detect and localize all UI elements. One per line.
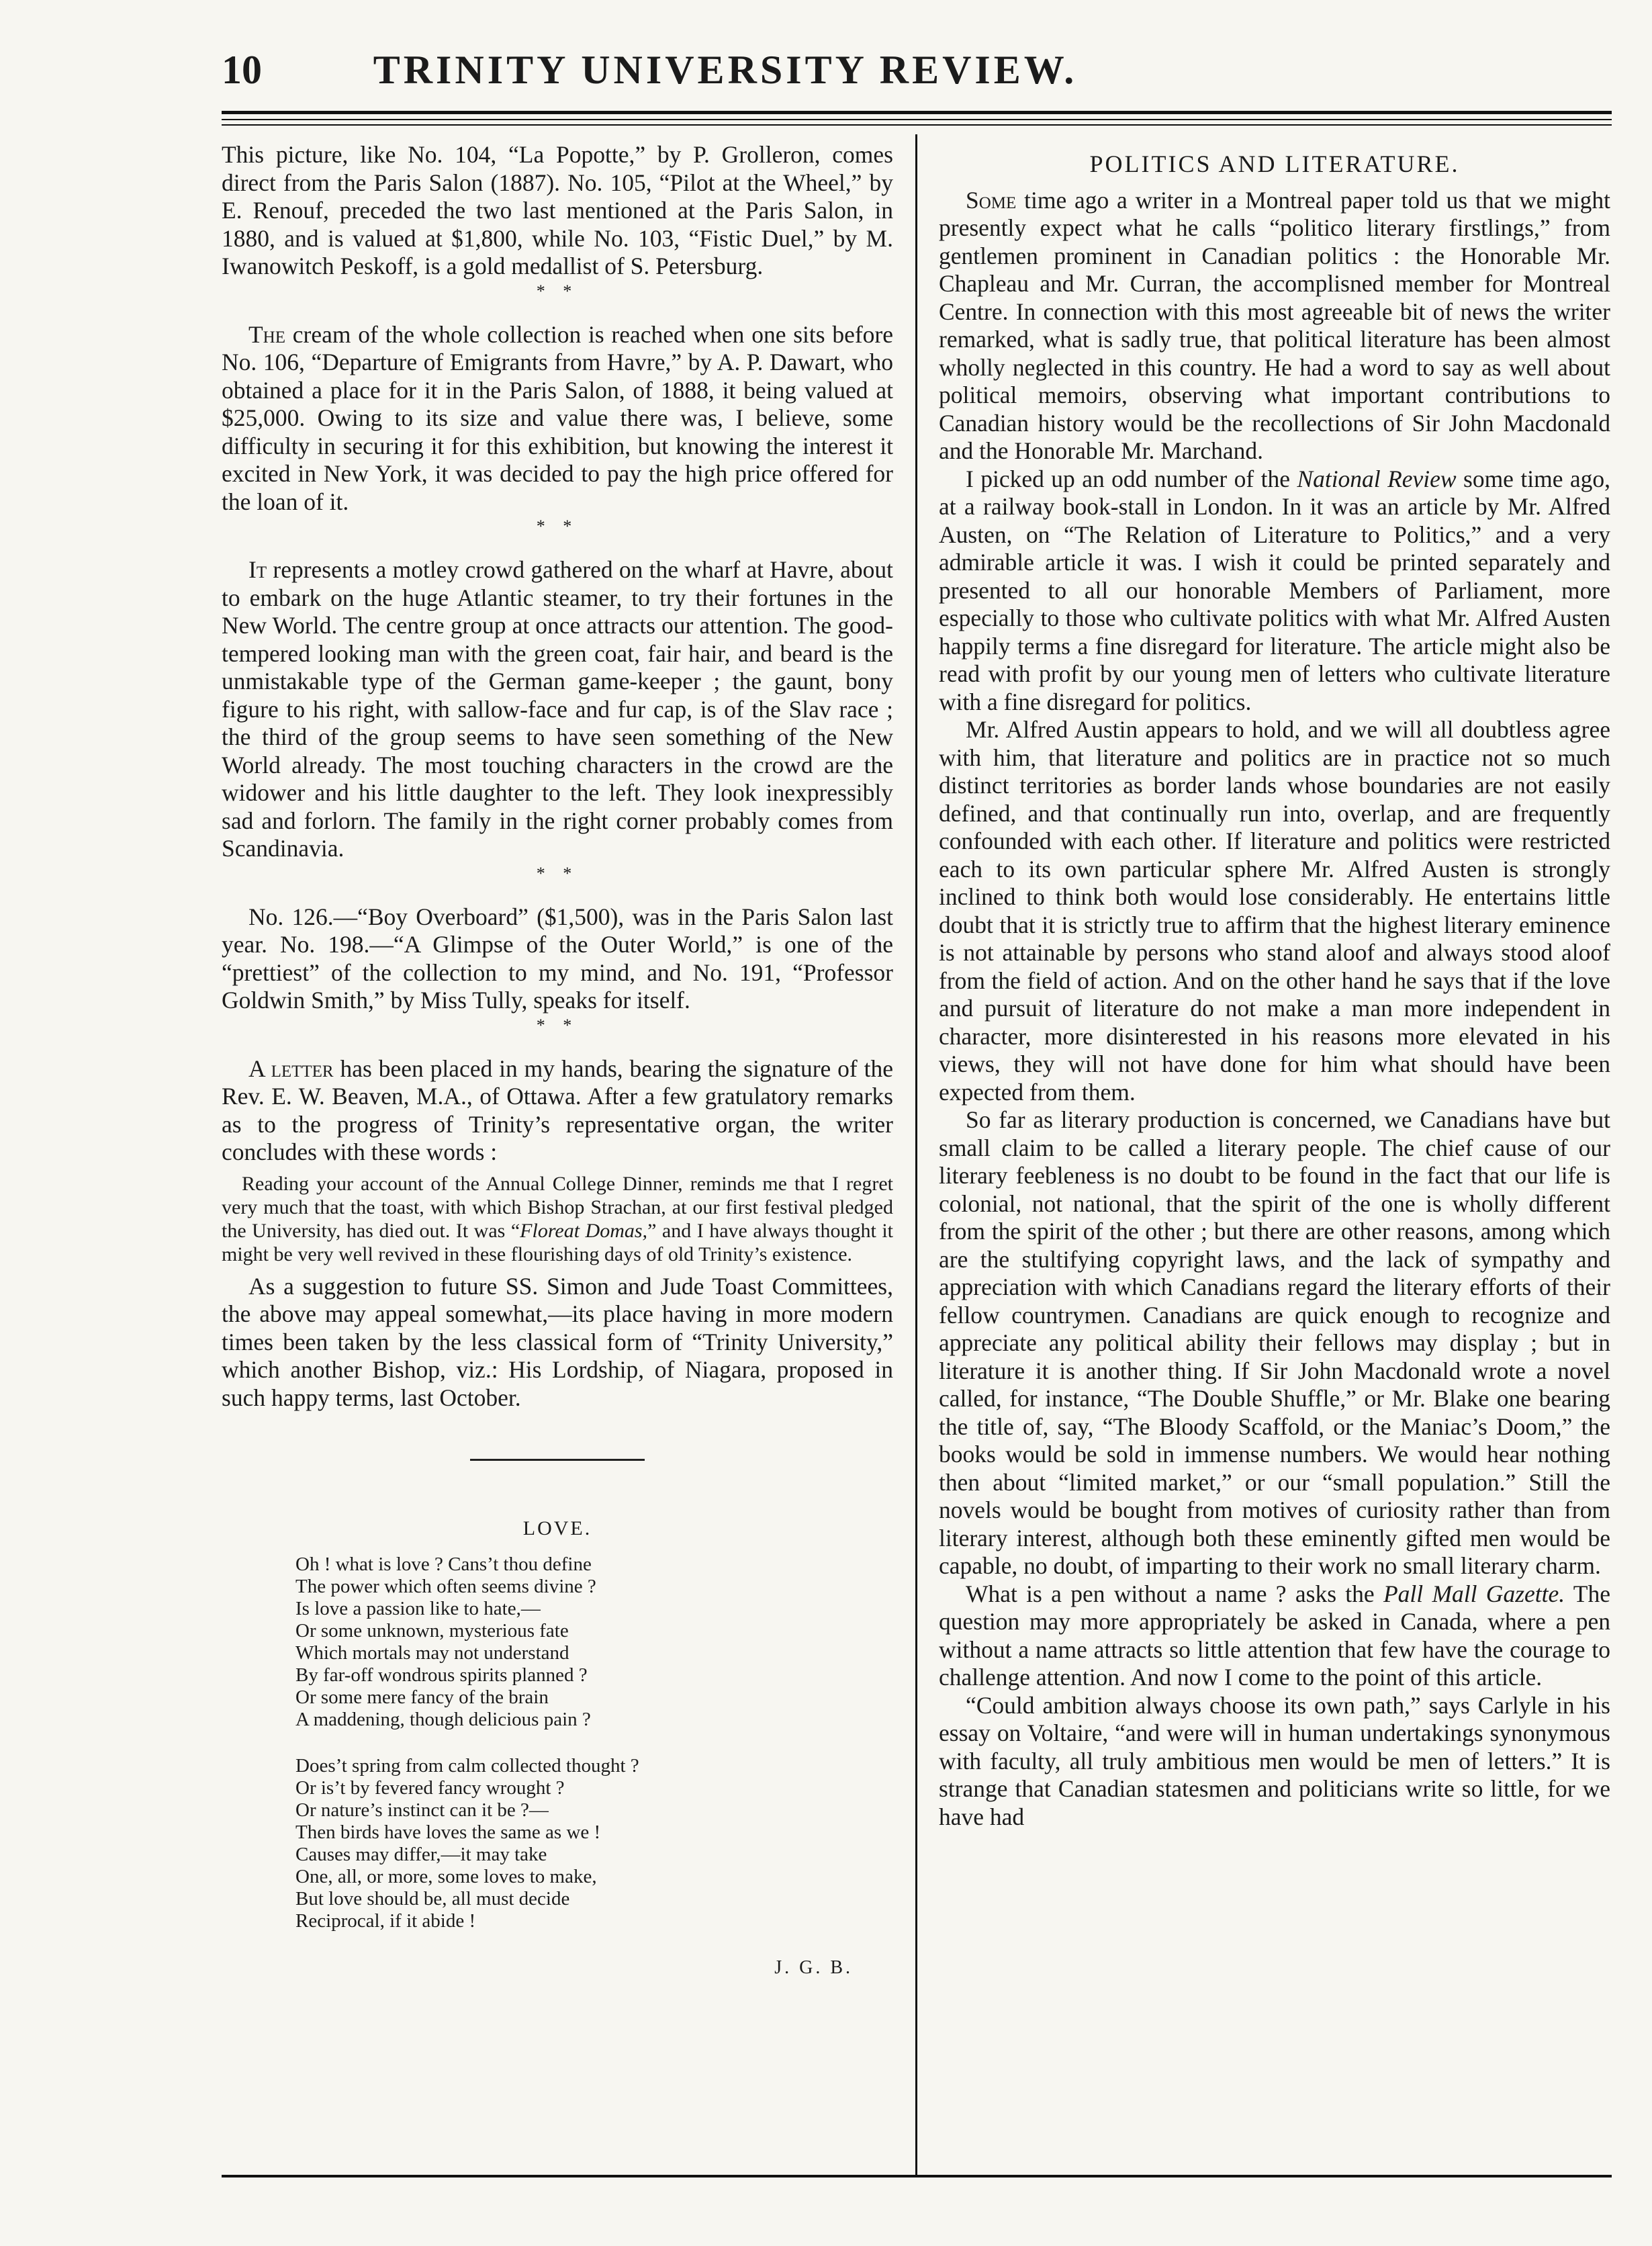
paragraph: Some time ago a writer in a Montreal paper told us that we might presently expect what he calls “politico literary firstlings,” from gentlemen prominent in Canadian politics : the Honorable Mr. Chapleau and Mr. Curran, the accomplisned member for Montreal Centre. In connection with this most agreeable bit of news the writer remarked, what is sadly true, that political literature has been almost wholly neglected in this country. He had a word to say as well about political memoirs, observing what important contributions to Canadian history would be the recollections of Sir John Macdonald and the Honorable Mr. Marchand. [939,186,1611,464]
header-rule [222,124,1612,126]
section-ornament: * * [536,281,579,301]
lead-in: Some [966,186,1017,214]
paragraph: “Could ambition always choose its own path,” says Carlyle in his essay on Voltaire, “and were will in human undertakings synonymous with faculty, all truly ambitious men would be men of letters.” It is strange that Canadian statesmen and politicians write so little, for we have had [939,1691,1610,1830]
left-column [222,141,893,1981]
lead-in: The [248,320,286,348]
poem-signature: J. G. B. [774,1957,853,1978]
poem-line: Or some unknown, mysterious fate [295,1619,569,1642]
section-ornament: * * [536,1015,579,1035]
page-number: 10 [222,48,262,92]
poem-stanza [295,1755,893,1932]
poem-line: Oh ! what is love ? Cans’t thou define [295,1553,592,1575]
paragraph: So far as literary production is concerned, we Canadians have but small claim to be called a literary people. The chief cause of our literary feebleness is no doubt to be found in the fact that our life is colonial, not national, that the spirit of the one is wholly different from the spirit of the other ; but there are other reasons, among which are the stultifying copyright laws, and the lack of sympathy and appreciation with which Canadians regard the literary efforts of their fellow countrymen. Canadians are quick enough to recognize and appreciate any political ability their fellows may display ; but in literature it is another thing. If Sir John Macdonald wrote a novel called, for instance, “The Double Shuffle,” or Mr. Blake one bearing the title of, say, “The Bloody Scaffold, or the Maniac’s Doom,” the books would be sold in immense numbers. We would hear nothing then about “limited market,” or our “small population.” Still the novels would be bought from motives of curiosity rather than from literary interest, although both these eminently gifted men would be capable, no doubt, of imparting to their work no small literary charm. [939,1106,1610,1579]
poem-line: Does’t spring from calm collected thought ? [295,1754,639,1777]
poem-line: Or is’t by fevered fancy wrought ? [295,1777,565,1799]
poem-stanza [295,1554,893,1731]
paragraph: What is a pen without a name ? asks the Pall Mall Gazette. The question may more appropriately be asked in Canada, where a pen without a name attracts so little attention that few have the courage to challenge attention. And now I come to the point of this article. [939,1580,1610,1691]
paragraph: This picture, like No. 104, “La Popotte,” by P. Grolleron, comes direct from the Paris Salon (1887). No. 105, “Pilot at the Wheel,” by E. Renouf, preceded the two last mentioned at the Paris Salon, in 1880, and is valued at $1,800, while No. 103, “Fistic Duel,” by M. Iwanowitch Peskoff, is a gold medallist of S. Petersburg. [222,141,893,279]
article-heading: POLITICS AND LITERATURE. [1089,150,1460,177]
section-divider [470,1459,645,1461]
poem-line: Causes may differ,—it may take [295,1843,547,1865]
poem-line: But love should be, all must decide [295,1887,570,1910]
paragraph: A letter has been placed in my hands, bearing the signature of the Rev. E. W. Beaven, M.A., of Ottawa. After a few gratulatory remarks as to the progress of Trinity’s representative organ, the writer concludes with these words : [222,1054,893,1165]
lead-in: A letter [248,1054,334,1082]
letter-quote: Reading your account of the Annual College Dinner, reminds me that I regret very much that the toast, with which Bishop Strachan, at our first festival pledged the University, has died out. It was “Floreat Domas,” and I have always thought it might be very well revived in these flourishing days of old Trinity’s existence. [222,1172,893,1265]
section-ornament: * * [536,516,579,536]
header-rule [222,111,1612,114]
poem-line: By far-off wondrous spirits planned ? [295,1664,588,1686]
paragraph: Mr. Alfred Austin appears to hold, and we will all doubtless agree with him, that literature and politics are in practice not so much distinct territories as border lands whose boundaries are not easily defined, and that continually run into, overlap, and are frequently confounded with each other. If literature and politics were restricted each to its own particular sphere Mr. Alfred Austen is strongly inclined to think both would lose considerably. He entertains little doubt that it is strictly true to affirm that the highest literary eminence is not attainable by persons who stand aloof and always stood aloof from the field of action. And on the other hand he says that if the love and pursuit of literature do not make a man more independent in character, more disinterested in his reasons more elevated in his views, they will not have done for him what should have been expected from them. [939,716,1610,1106]
poem-line: The power which often seems divine ? [295,1575,596,1597]
column-divider [915,134,917,2176]
right-column [939,141,1610,1831]
poem-line: Or some mere fancy of the brain [295,1686,549,1708]
paragraph: As a suggestion to future SS. Simon and Jude Toast Committees, the above may appeal somewhat,—its place having in more modern times been taken by the less classical form of “Trinity University,” which another Bishop, viz.: His Lordship, of Niagara, proposed in such happy terms, last October. [222,1272,893,1411]
page-header [222,47,1229,107]
poem [295,1554,893,1932]
footer-rule [222,2175,1612,2177]
section-ornament: * * [536,863,579,883]
running-title: TRINITY UNIVERSITY REVIEW. [373,48,1078,92]
poem-line: A maddening, though delicious pain ? [295,1708,591,1730]
paragraph: I picked up an odd number of the National Review some time ago, at a railway book-stall in London. In it was an article by Mr. Alfred Austen, on “The Relation of Literature to Politics,” and a very admirable article it was. I wish it could be printed separately and presented to all our honorable Members of Parliament, more especially to those who cultivate politics with what Mr. Alfred Austen happily terms a fine disregard for literature. The article might also be read with profit by our young men of letters who cultivate literature with a fine disregard for politics. [939,465,1610,715]
lead-in: It [248,556,267,583]
paragraph: It represents a motley crowd gathered on the wharf at Havre, about to embark on the huge Atlantic steamer, to try their fortunes in the New World. The centre group at once attracts our attention. The good-tempered looking man with the green coat, fair hair, and beard is the unmistakable type of the German game-keeper ; the gaunt, bony figure to his right, with sallow-face and fur cap, is of the Slav race ; the third of the group seems to have seen something of the New World already. The most touching characters in the crowd are the widower and his little daughter to the left. They look inexpressibly sad and forlorn. The family in the right corner probably comes from Scandinavia. [222,556,894,862]
poem-line: One, all, or more, some loves to make, [295,1865,597,1887]
header-rule [222,119,1612,120]
poem-line: Then birds have loves the same as we ! [295,1821,601,1843]
poem-line: Reciprocal, if it abide ! [295,1910,476,1932]
poem-title: LOVE. [522,1517,592,1539]
paragraph: The cream of the whole collection is reached when one sits before No. 106, “Departure of Emigrants from Havre,” by A. P. Dawart, who obtained a place for it in the Paris Salon, of 1888, it being valued at $25,000. Owing to its size and value there was, I believe, some difficulty in securing it for this exhibition, but knowing the interest it excited in New York, it was decided to pay the high price offered for the loan of it. [222,320,893,515]
poem-line: Which mortals may not understand [295,1642,569,1664]
poem-line: Or nature’s instinct can it be ?— [295,1799,549,1821]
paragraph: No. 126.—“Boy Overboard” ($1,500), was in the Paris Salon last year. No. 198.—“A Glimpse of the Outer World,” is one of the “prettiest” of the collection to my mind, and No. 191, “Professor Goldwin Smith,” by Miss Tully, speaks for itself. [222,903,893,1014]
poem-line: Is love a passion like to hate,— [295,1597,541,1619]
